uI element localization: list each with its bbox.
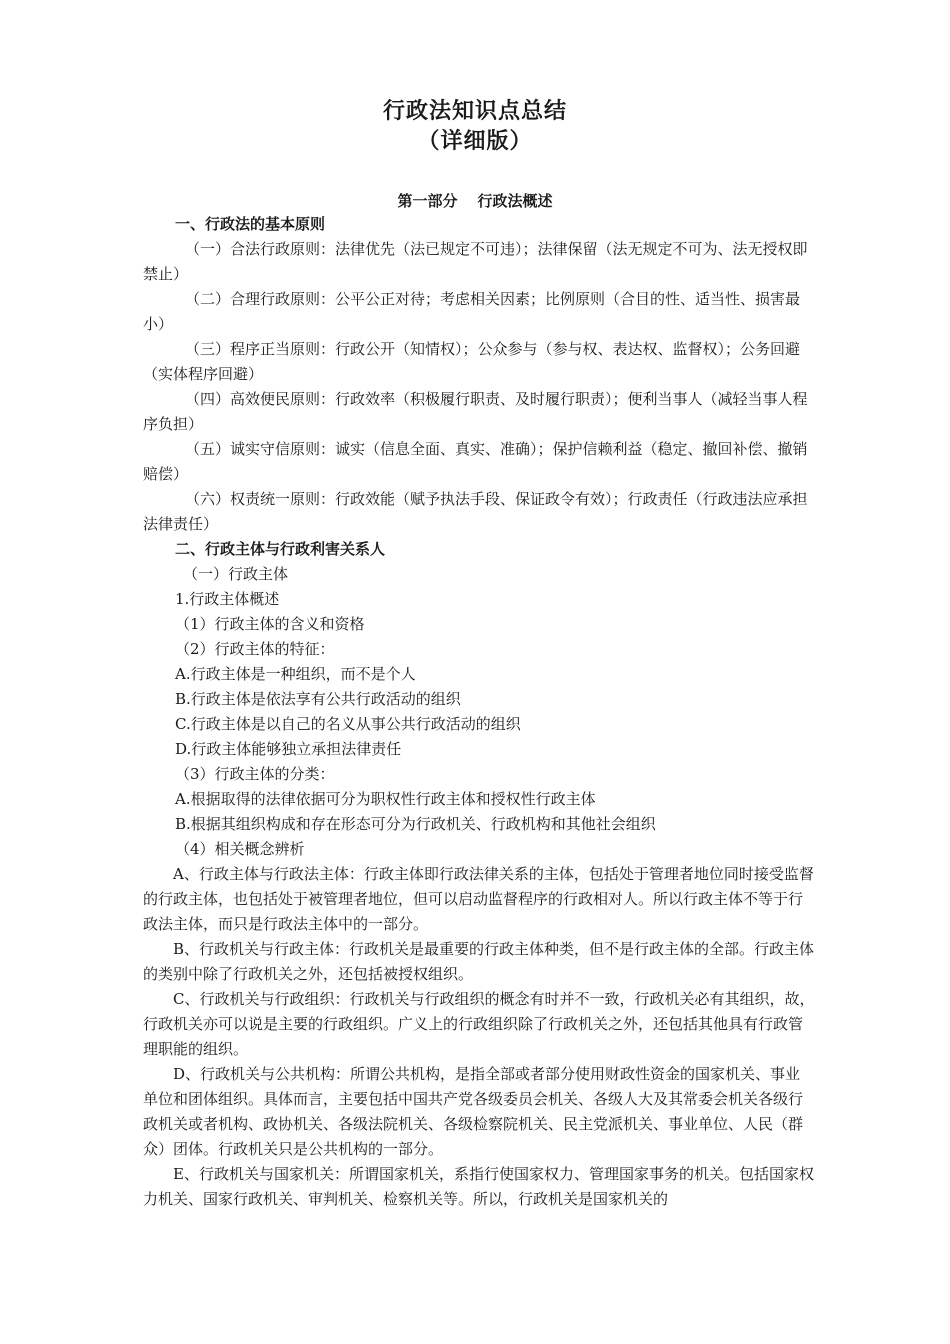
class-item: A.根据取得的法律依据可分为职权性行政主体和授权性行政主体 xyxy=(175,790,596,808)
sub-point: （2）行政主体的特征： xyxy=(175,640,335,658)
document-title: 行政法知识点总结 xyxy=(382,99,567,124)
part-label: 第一部分 xyxy=(397,192,458,210)
principle-item: （六）权责统一原则：行政效能（赋予执法手段、保证政令有效）；行政责任（行政违法应承担法律责任） xyxy=(143,490,808,533)
section-heading: 一、行政法的基本原则 xyxy=(175,215,326,233)
concept-paragraph: B、行政机关与行政主体：行政机关是最重要的行政主体种类，但不是行政主体的全部。行政主体的类别中除了行政机关之外，还包括被授权组织。 xyxy=(143,940,815,983)
part-heading xyxy=(0,190,950,211)
point-heading: 1.行政主体概述 xyxy=(175,590,280,608)
principle-item: （三）程序正当原则：行政公开（知情权）；公众参与（参与权、表达权、监督权）；公务回避（实体程序回避） xyxy=(143,340,801,383)
principle-item: （二）合理行政原则：公平公正对待；考虑相关因素；比例原则（合目的性、适当性、损害最小） xyxy=(143,290,801,333)
feature-item: D.行政主体能够独立承担法律责任 xyxy=(175,740,402,758)
sub-point: （4）相关概念辨析 xyxy=(175,840,305,858)
sub-point: （3）行政主体的分类： xyxy=(175,765,335,783)
concept-paragraph: A、行政主体与行政法主体：行政主体即行政法律关系的主体，包括处于管理者地位同时接受监督的行政主体，也包括处于被管理者地位，但可以启动监督程序的行政相对人。所以行政主体不等于行政法主体，而只是行政法主体中的一部分。 xyxy=(143,865,814,933)
sub-point: （1）行政主体的含义和资格 xyxy=(175,615,365,633)
document-subtitle: （详细版） xyxy=(417,129,533,154)
feature-item: C.行政主体是以自己的名义从事公共行政活动的组织 xyxy=(175,715,521,733)
class-item: B.根据其组织构成和存在形态可分为行政机关、行政机构和其他社会组织 xyxy=(175,815,656,833)
principle-item: （一）合法行政原则：法律优先（法已规定不可违）；法律保留（法无规定不可为、法无授权即禁止） xyxy=(143,240,808,283)
principle-item: （五）诚实守信原则：诚实（信息全面、真实、准确）；保护信赖利益（稳定、撤回补偿、撤销赔偿） xyxy=(143,440,808,483)
concept-paragraph: E、行政机关与国家机关：所谓国家机关，系指行使国家权力、管理国家事务的机关。包括国家权力机关、国家行政机关、审判机关、检察机关等。所以，行政机关是国家机关的 xyxy=(143,1165,814,1208)
concept-paragraph: D、行政机关与公共机构：所谓公共机构，是指全部或者部分使用财政性资金的国家机关、事业单位和团体组织。具体而言，主要包括中国共产党各级委员会机关、各级人大及其常委会机关各级行政机关或者机构、政协机关、各级法院机关、各级检察院机关、民主党派机关、事业单位、人民（群众）团体。行政机关只是公共机构的一部分。 xyxy=(143,1065,804,1158)
concept-paragraph: C、行政机关与行政组织：行政机关与行政组织的概念有时并不一致，行政机关必有其组织，故，行政机关亦可以说是主要的行政组织。广义上的行政组织除了行政机关之外，还包括其他具有行政管理职能的组织。 xyxy=(143,990,815,1058)
document-body xyxy=(143,212,815,1212)
part-name: 行政法概述 xyxy=(477,192,553,210)
section-heading: 二、行政主体与行政利害关系人 xyxy=(175,540,386,558)
feature-item: B.行政主体是依法享有公共行政活动的组织 xyxy=(175,690,461,708)
principle-item: （四）高效便民原则：行政效率（积极履行职责、及时履行职责）；便利当事人（减轻当事人程序负担） xyxy=(143,390,808,433)
feature-item: A.行政主体是一种组织，而不是个人 xyxy=(175,665,416,683)
subsection-heading: （一）行政主体 xyxy=(183,565,289,583)
